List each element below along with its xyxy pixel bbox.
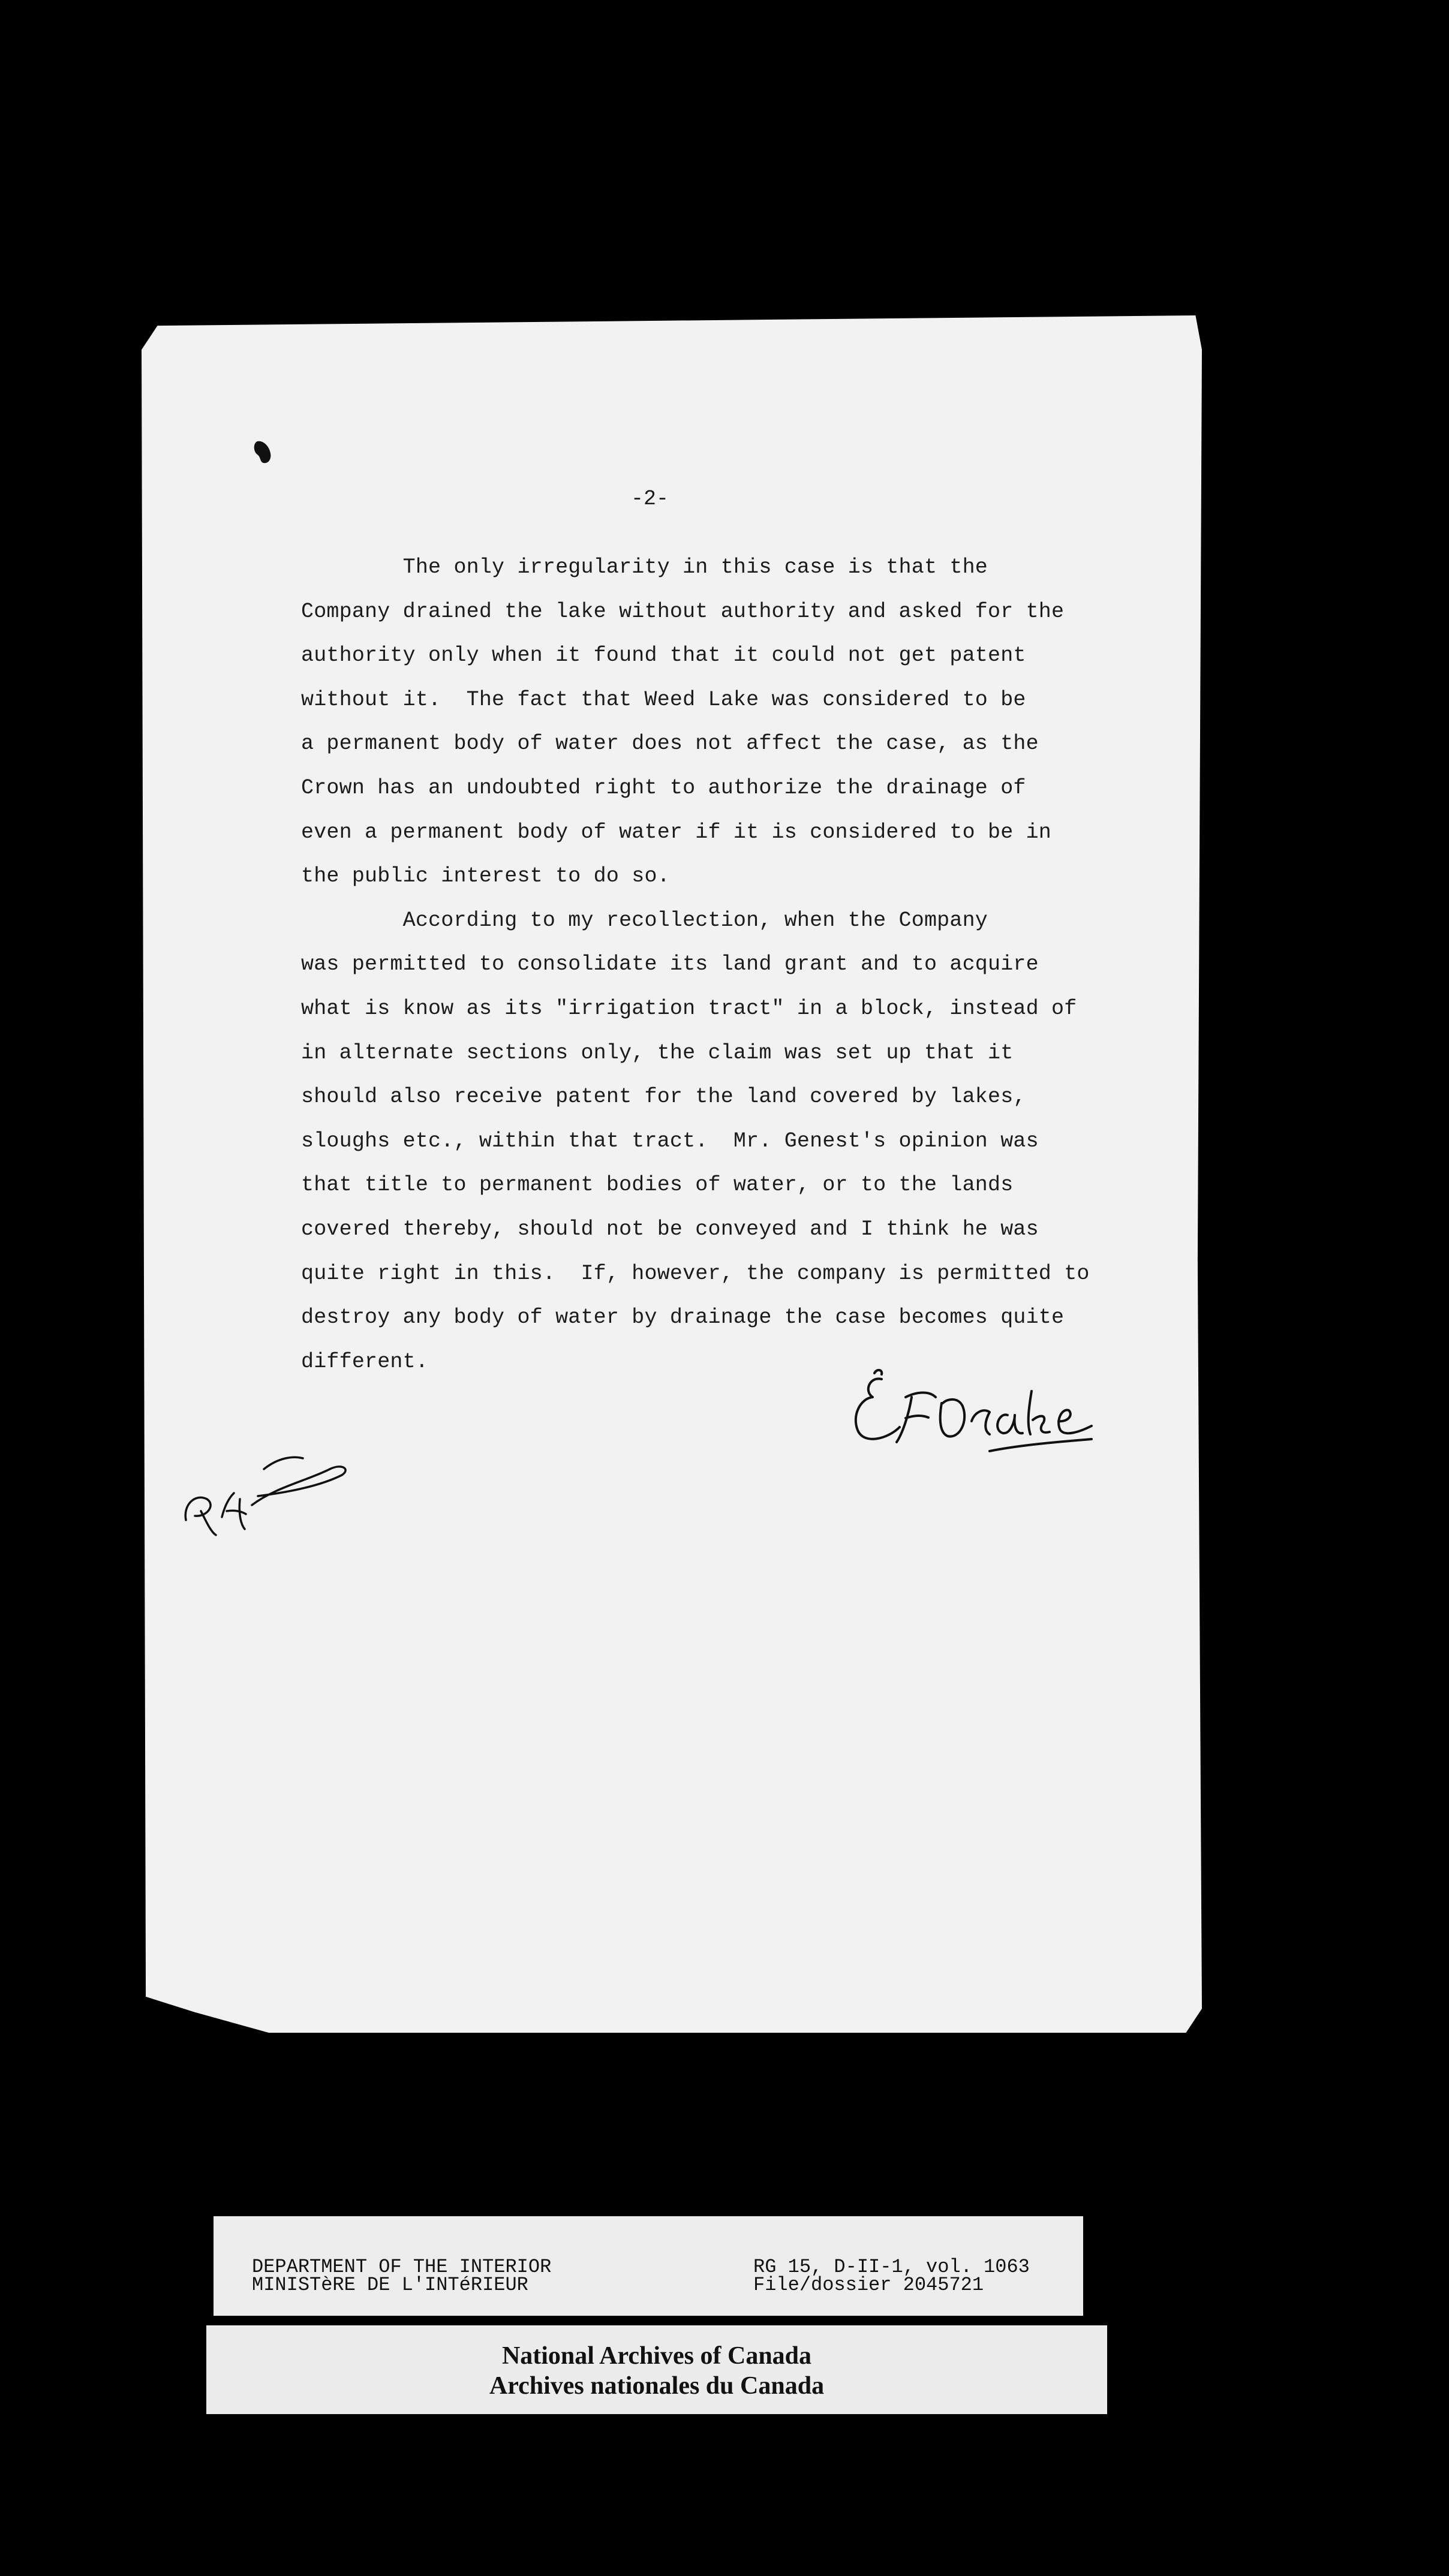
paragraph-line: different. bbox=[301, 1349, 429, 1374]
department-en: DEPARTMENT OF THE INTERIOR bbox=[252, 2256, 552, 2278]
paragraph-line: Crown has an undoubted right to authorize the drainage of bbox=[301, 775, 1026, 800]
record-group-reference: RG 15, D-II-1, vol. 1063 bbox=[753, 2256, 1030, 2278]
paragraph-line: covered thereby, should not be conveyed and I think he was bbox=[301, 1217, 1039, 1241]
department-fr: MINISTèRE DE L'INTéRIEUR bbox=[252, 2274, 528, 2296]
archives-name-fr: Archives nationales du Canada bbox=[489, 2372, 825, 2400]
file-number: File/dossier 2045721 bbox=[753, 2274, 984, 2296]
archives-banner bbox=[206, 2325, 1107, 2414]
paragraph-line: what is know as its "irrigation tract" in a block, instead of bbox=[301, 996, 1077, 1021]
paragraph-line: even a permanent body of water if it is considered to be in bbox=[301, 820, 1052, 844]
paragraph-line: without it. The fact that Weed Lake was considered to be bbox=[301, 687, 1026, 712]
paragraph-line: sloughs etc., within that tract. Mr. Genest's opinion was bbox=[301, 1128, 1039, 1153]
reference-block bbox=[753, 2258, 1030, 2294]
paragraph-line: should also receive patent for the land covered by lakes, bbox=[301, 1085, 1026, 1109]
initials-mark bbox=[174, 1421, 366, 1553]
paragraph-line: was permitted to consolidate its land grant and to acquire bbox=[301, 952, 1039, 977]
signature-drake bbox=[840, 1355, 1116, 1469]
department-block bbox=[252, 2258, 551, 2294]
paragraph-line: a permanent body of water does not affect the case, as the bbox=[301, 732, 1039, 756]
paragraph-line: quite right in this. If, however, the company is permitted to bbox=[301, 1261, 1090, 1286]
paragraph-line: destroy any body of water by drainage the case becomes quite bbox=[301, 1305, 1065, 1330]
archives-name-en: National Archives of Canada bbox=[501, 2342, 812, 2370]
paragraph-line: the public interest to do so. bbox=[301, 864, 670, 889]
archive-reference-label bbox=[214, 2216, 1083, 2316]
page-number: -2- bbox=[631, 487, 669, 511]
paragraph-line: Company drained the lake without authority and asked for the bbox=[301, 599, 1065, 624]
paragraph-line: According to my recollection, when the Company bbox=[301, 908, 988, 932]
paragraph-line: that title to permanent bodies of water, or to the lands bbox=[301, 1173, 1014, 1197]
ink-blot-mark bbox=[252, 439, 273, 465]
letter-body bbox=[301, 546, 1213, 1384]
paragraph-line: in alternate sections only, the claim was set up that it bbox=[301, 1040, 1014, 1065]
paragraph-line: The only irregularity in this case is that the bbox=[301, 555, 988, 579]
paragraph-line: authority only when it found that it could not get patent bbox=[301, 643, 1026, 668]
